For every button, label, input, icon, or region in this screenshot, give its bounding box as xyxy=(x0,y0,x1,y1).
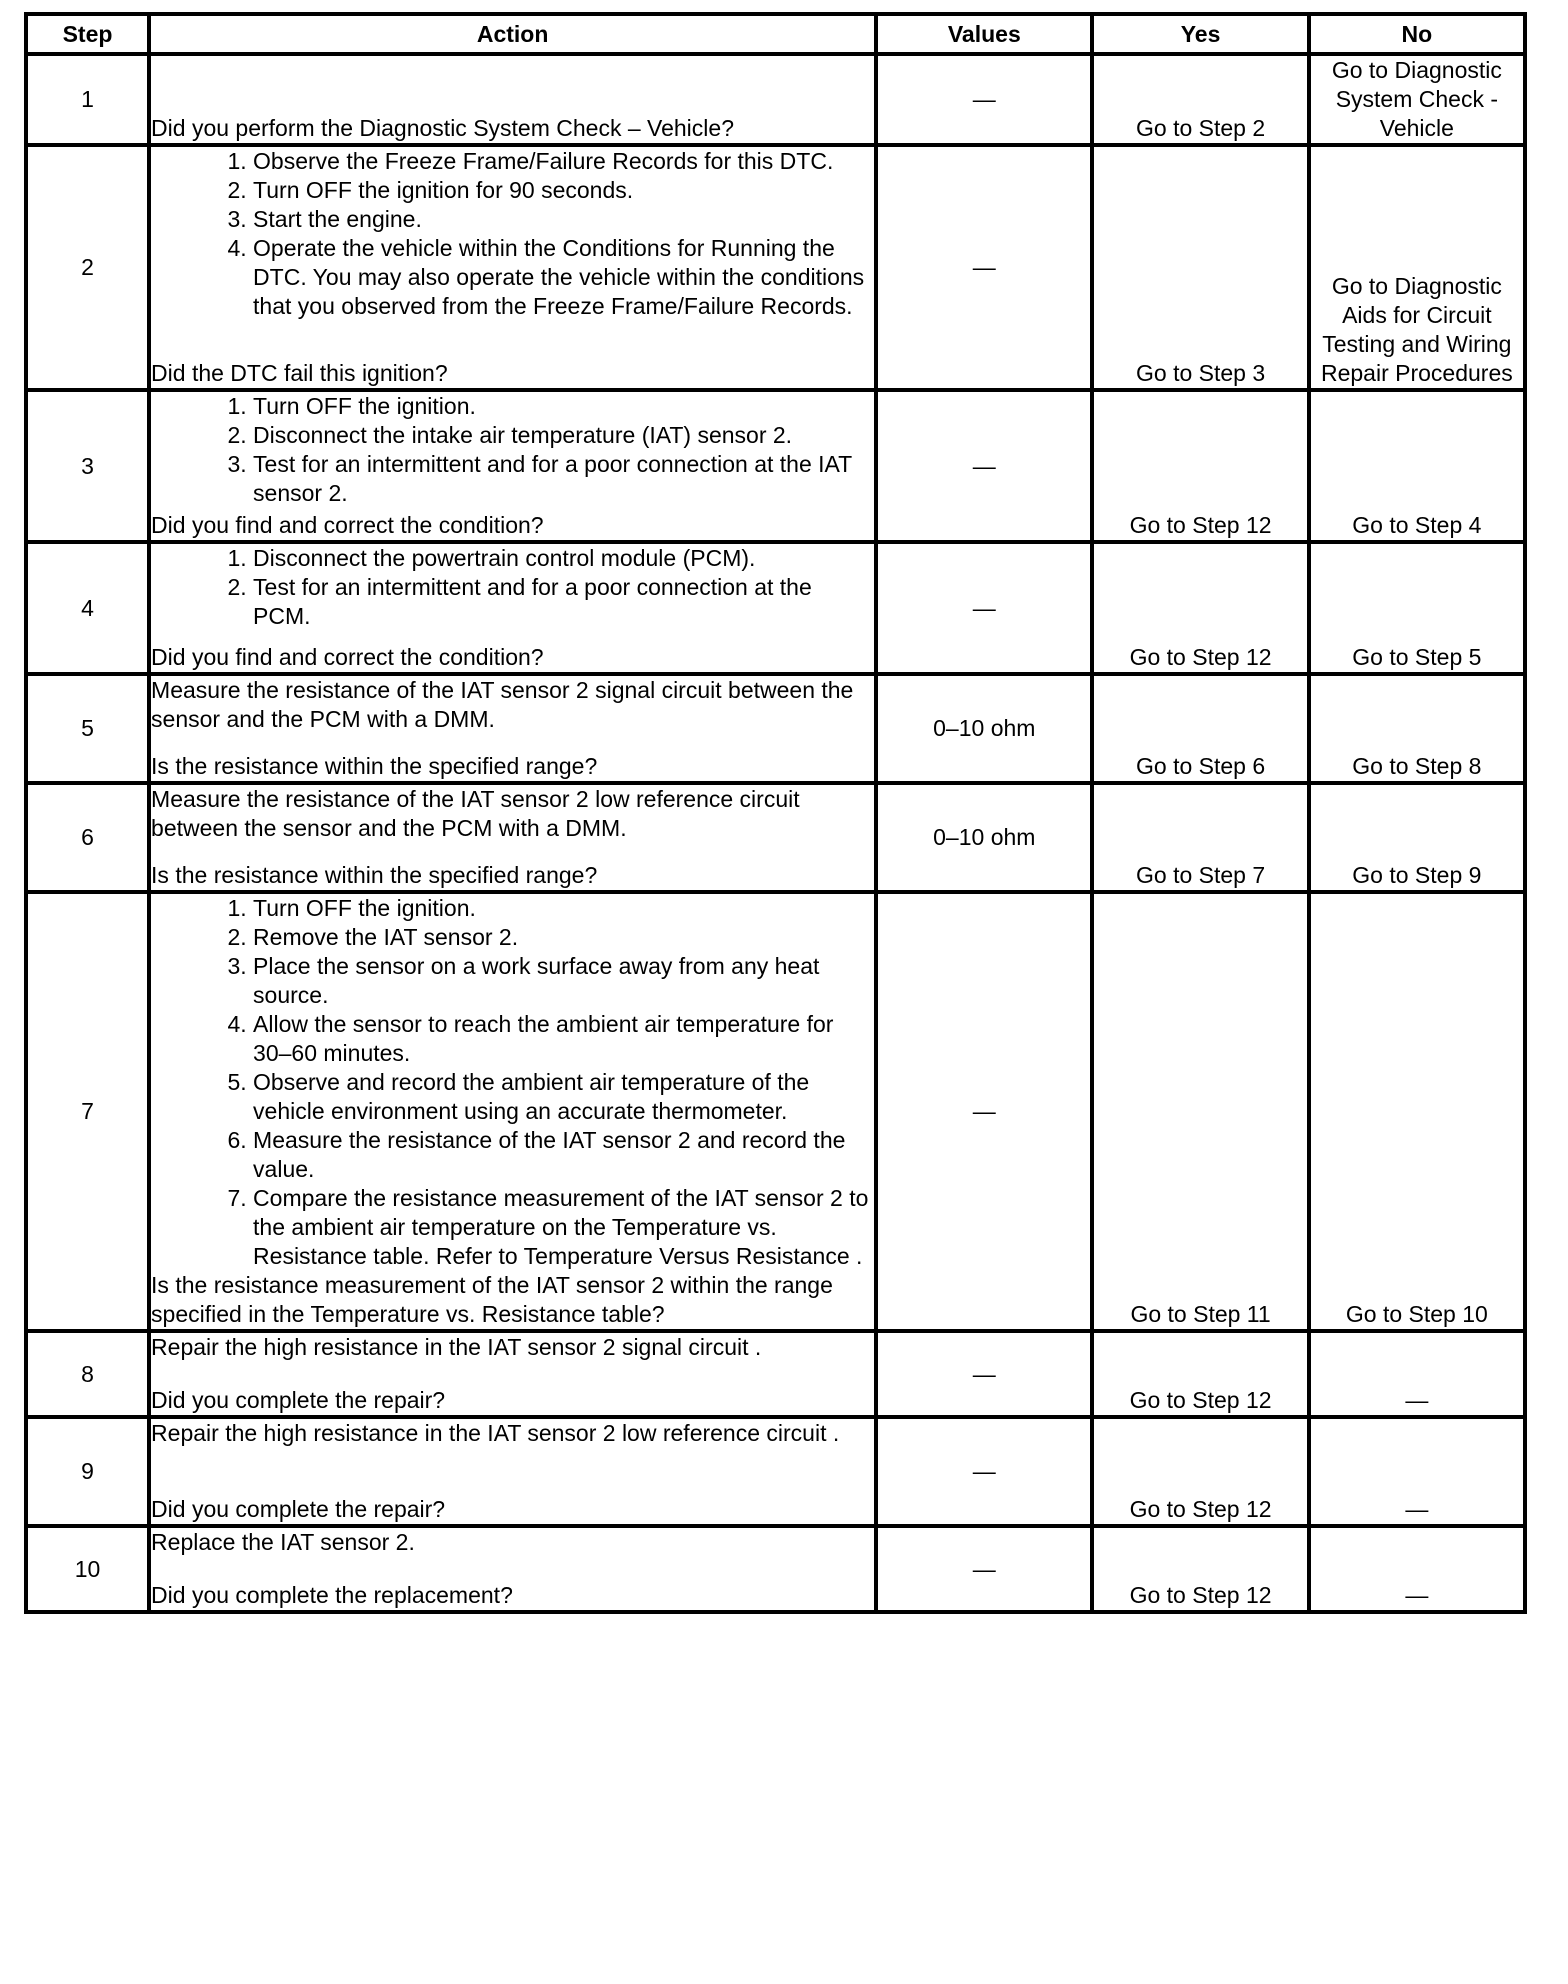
header-no: No xyxy=(1309,14,1525,54)
step-number: 4 xyxy=(26,542,149,674)
action-instruction: Measure the resistance of the IAT sensor 2 low reference circuit between the sensor and the PCM with a DMM. xyxy=(151,786,800,841)
action-content xyxy=(151,392,874,540)
substep-list xyxy=(151,544,874,631)
action-cell xyxy=(149,54,876,145)
yes-cell: Go to Step 11 xyxy=(1092,892,1308,1331)
no-cell: Go to Diagnostic Aids for Circuit Testing and Wiring Repair Procedures xyxy=(1309,145,1525,390)
action-question: Did the DTC fail this ignition? xyxy=(151,360,448,386)
value-cell: — xyxy=(876,542,1092,674)
yes-cell: Go to Step 7 xyxy=(1092,783,1308,892)
step-number: 10 xyxy=(26,1526,149,1612)
action-cell xyxy=(149,390,876,542)
header-row xyxy=(26,14,1525,54)
header-action: Action xyxy=(149,14,876,54)
action-content xyxy=(151,1528,874,1610)
action-instructions xyxy=(151,544,874,631)
action-instruction: Measure the resistance of the IAT sensor 2 signal circuit between the sensor and the PCM with a DMM. xyxy=(151,677,854,732)
action-question: Did you find and correct the condition? xyxy=(151,512,544,538)
yes-cell: Go to Step 12 xyxy=(1092,1417,1308,1526)
table-row xyxy=(26,674,1525,783)
yes-cell: Go to Step 12 xyxy=(1092,542,1308,674)
diagnostic-table xyxy=(24,12,1527,1614)
header-yes: Yes xyxy=(1092,14,1308,54)
substep-list xyxy=(151,147,874,321)
step-number: 6 xyxy=(26,783,149,892)
value-cell: 0–10 ohm xyxy=(876,674,1092,783)
no-cell: Go to Step 10 xyxy=(1309,892,1525,1331)
action-instructions xyxy=(151,1528,874,1557)
yes-cell: Go to Step 2 xyxy=(1092,54,1308,145)
action-content xyxy=(151,544,874,672)
substep-item: 4. Allow the sensor to reach the ambient air temperature for 30–60 minutes. xyxy=(253,1010,874,1068)
substep-list xyxy=(151,894,874,1271)
action-content xyxy=(151,56,874,143)
value-cell: — xyxy=(876,390,1092,542)
value-cell: — xyxy=(876,145,1092,390)
action-cell xyxy=(149,783,876,892)
no-cell: — xyxy=(1309,1417,1525,1526)
table-row xyxy=(26,145,1525,390)
action-instruction: Repair the high resistance in the IAT sensor 2 signal circuit . xyxy=(151,1334,762,1360)
no-cell: Go to Step 5 xyxy=(1309,542,1525,674)
substep-item: 2. Disconnect the intake air temperature (IAT) sensor 2. xyxy=(253,421,874,450)
action-question: Is the resistance measurement of the IAT sensor 2 within the range specified in the Temperature vs. Resistance table? xyxy=(151,1272,833,1327)
action-cell xyxy=(149,892,876,1331)
action-content xyxy=(151,147,874,388)
step-number: 3 xyxy=(26,390,149,542)
table-row xyxy=(26,542,1525,674)
value-cell: 0–10 ohm xyxy=(876,783,1092,892)
substep-item: 7. Compare the resistance measurement of the IAT sensor 2 to the ambient air temperature on the Temperature vs. Resistance table. Refer to Temperature Versus Resistance . xyxy=(253,1184,874,1271)
yes-cell: Go to Step 12 xyxy=(1092,390,1308,542)
no-cell: — xyxy=(1309,1331,1525,1417)
yes-cell: Go to Step 6 xyxy=(1092,674,1308,783)
step-number: 7 xyxy=(26,892,149,1331)
header-step: Step xyxy=(26,14,149,54)
step-number: 2 xyxy=(26,145,149,390)
substep-item: 3. Test for an intermittent and for a poor connection at the IAT sensor 2. xyxy=(253,450,874,508)
action-content xyxy=(151,785,874,890)
action-cell xyxy=(149,145,876,390)
no-cell: Go to Diagnostic System Check - Vehicle xyxy=(1309,54,1525,145)
substep-item: 2. Remove the IAT sensor 2. xyxy=(253,923,874,952)
action-content xyxy=(151,894,874,1329)
action-question: Did you complete the replacement? xyxy=(151,1582,513,1608)
table-row xyxy=(26,54,1525,145)
step-number: 8 xyxy=(26,1331,149,1417)
substep-item: 3. Start the engine. xyxy=(253,205,874,234)
action-instructions xyxy=(151,147,874,321)
substep-item: 4. Operate the vehicle within the Conditions for Running the DTC. You may also operate the vehicle within the conditions that you observed from the Freeze Frame/Failure Records. xyxy=(253,234,874,321)
no-cell: — xyxy=(1309,1526,1525,1612)
action-cell xyxy=(149,674,876,783)
no-cell: Go to Step 9 xyxy=(1309,783,1525,892)
substep-item: 1. Observe the Freeze Frame/Failure Records for this DTC. xyxy=(253,147,874,176)
value-cell: — xyxy=(876,1331,1092,1417)
action-instructions xyxy=(151,894,874,1271)
step-number: 5 xyxy=(26,674,149,783)
action-question: Is the resistance within the specified range? xyxy=(151,753,598,779)
substep-item: 5. Observe and record the ambient air temperature of the vehicle environment using an accurate thermometer. xyxy=(253,1068,874,1126)
action-instruction: Repair the high resistance in the IAT sensor 2 low reference circuit . xyxy=(151,1420,840,1446)
substep-item: 2. Turn OFF the ignition for 90 seconds. xyxy=(253,176,874,205)
action-instruction: Replace the IAT sensor 2. xyxy=(151,1529,415,1555)
substep-item: 1. Disconnect the powertrain control module (PCM). xyxy=(253,544,874,573)
step-number: 1 xyxy=(26,54,149,145)
no-cell: Go to Step 8 xyxy=(1309,674,1525,783)
value-cell: — xyxy=(876,1417,1092,1526)
substep-list xyxy=(151,392,874,508)
step-number: 9 xyxy=(26,1417,149,1526)
value-cell: — xyxy=(876,54,1092,145)
action-instructions xyxy=(151,392,874,508)
table-row xyxy=(26,390,1525,542)
table-row xyxy=(26,1331,1525,1417)
action-cell xyxy=(149,1331,876,1417)
value-cell: — xyxy=(876,892,1092,1331)
no-cell: Go to Step 4 xyxy=(1309,390,1525,542)
action-instructions xyxy=(151,1419,874,1448)
action-instructions xyxy=(151,676,874,734)
substep-item: 2. Test for an intermittent and for a poor connection at the PCM. xyxy=(253,573,874,631)
table-row xyxy=(26,1526,1525,1612)
yes-cell: Go to Step 3 xyxy=(1092,145,1308,390)
action-cell xyxy=(149,1417,876,1526)
table-row xyxy=(26,1417,1525,1526)
value-cell: — xyxy=(876,1526,1092,1612)
yes-cell: Go to Step 12 xyxy=(1092,1331,1308,1417)
table-row xyxy=(26,783,1525,892)
action-question: Did you complete the repair? xyxy=(151,1496,446,1522)
table-body xyxy=(26,54,1525,1612)
substep-item: 6. Measure the resistance of the IAT sensor 2 and record the value. xyxy=(253,1126,874,1184)
action-cell xyxy=(149,542,876,674)
header-values: Values xyxy=(876,14,1092,54)
action-content xyxy=(151,1419,874,1524)
action-content xyxy=(151,1333,874,1415)
substep-item: 1. Turn OFF the ignition. xyxy=(253,894,874,923)
yes-cell: Go to Step 12 xyxy=(1092,1526,1308,1612)
action-cell xyxy=(149,1526,876,1612)
action-question: Did you complete the repair? xyxy=(151,1387,446,1413)
action-question: Did you perform the Diagnostic System Check – Vehicle? xyxy=(151,115,734,141)
action-question: Is the resistance within the specified range? xyxy=(151,862,598,888)
action-instructions xyxy=(151,785,874,843)
table-row xyxy=(26,892,1525,1331)
action-question: Did you find and correct the condition? xyxy=(151,644,544,670)
action-content xyxy=(151,676,874,781)
action-instructions xyxy=(151,1333,874,1362)
substep-item: 1. Turn OFF the ignition. xyxy=(253,392,874,421)
substep-item: 3. Place the sensor on a work surface away from any heat source. xyxy=(253,952,874,1010)
